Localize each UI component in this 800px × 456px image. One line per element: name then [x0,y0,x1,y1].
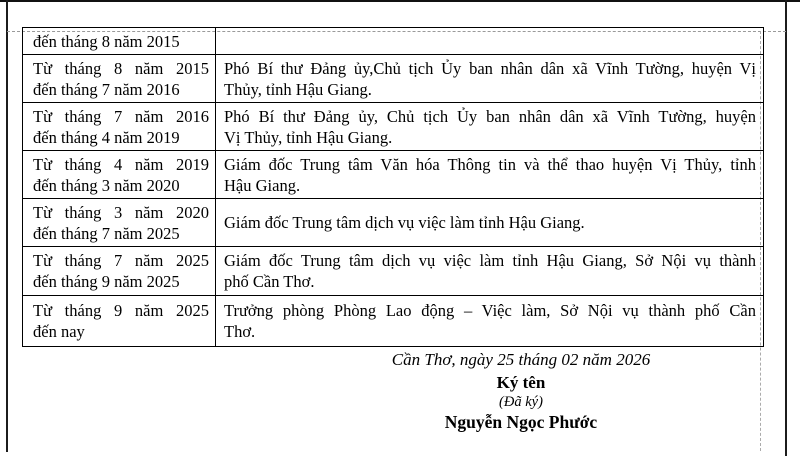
position-line: Phó Bí thư Đảng ủy, Chủ tịch Ủy ban nhân dân xã Vĩnh Tường, huyện [224,106,756,126]
page-top-edge [0,0,800,2]
table-row [23,151,763,199]
period-line: Từ tháng 9 năm 2025 [33,301,209,320]
position-line: Hậu Giang. [224,175,301,195]
page-left-border [6,0,8,452]
position-line: Giám đốc Trung tâm dịch vụ việc làm tỉnh Hậu Giang. [224,213,585,232]
signer-name: Nguyễn Ngọc Phước [444,412,598,432]
period-line: Từ tháng 8 năm 2015 [33,58,209,78]
position-line: Thủy, tỉnh Hậu Giang. [224,79,372,99]
position-cell [216,247,763,295]
career-history-table [22,27,764,347]
table-row [23,103,763,151]
position-cell [216,28,763,54]
position-cell [216,296,763,346]
signature-label: Ký tên [496,373,546,392]
signature-place-date: Cần Thơ, ngày 25 tháng 02 năm 2026 [391,350,651,369]
period-line: Từ tháng 4 năm 2019 [33,154,209,174]
period-line: đến tháng 7 năm 2016 [33,79,180,99]
period-cell [23,151,216,198]
period-line: đến tháng 7 năm 2025 [33,223,180,243]
position-line: Vị Thủy, tỉnh Hậu Giang. [224,127,393,147]
period-line: đến tháng 4 năm 2019 [33,127,180,147]
table-row [23,28,763,55]
period-line: Từ tháng 7 năm 2016 [33,106,209,126]
period-line: đến tháng 8 năm 2015 [33,31,180,51]
position-line: Phó Bí thư Đảng ủy,Chủ tịch Ủy ban nhân dân xã Vĩnh Tường, huyện Vị [224,58,756,78]
position-cell [216,55,763,102]
table-row [23,199,763,247]
period-line: Từ tháng 7 năm 2025 [33,251,209,270]
period-cell [23,199,216,246]
position-line: phố Cần Thơ. [224,272,315,291]
period-line: đến tháng 9 năm 2025 [33,272,180,291]
table-row [23,247,763,296]
position-cell [216,151,763,198]
position-line: Giám đốc Trung tâm dịch vụ việc làm tỉnh Hậu Giang, Sở Nội vụ thành [224,251,756,270]
period-line: đến tháng 3 năm 2020 [33,175,180,195]
signed-note: (Đã ký) [499,394,543,410]
position-cell [216,103,763,150]
period-cell [23,247,216,295]
period-line: đến nay [33,322,85,341]
position-line: Trưởng phòng Phòng Lao động – Việc làm, Sở Nội vụ thành phố Cần [224,301,756,320]
table-row [23,296,763,347]
signature-block [281,350,761,432]
period-cell [23,296,216,346]
position-cell [216,199,763,246]
position-line: Giám đốc Trung tâm Văn hóa Thông tin và thể thao huyện Vị Thủy, tỉnh [224,154,756,174]
period-line: Từ tháng 3 năm 2020 [33,202,209,222]
page-right-border [785,0,787,456]
period-cell [23,55,216,102]
period-cell [23,28,216,54]
position-line: Thơ. [224,322,256,341]
table-row [23,55,763,103]
period-cell [23,103,216,150]
